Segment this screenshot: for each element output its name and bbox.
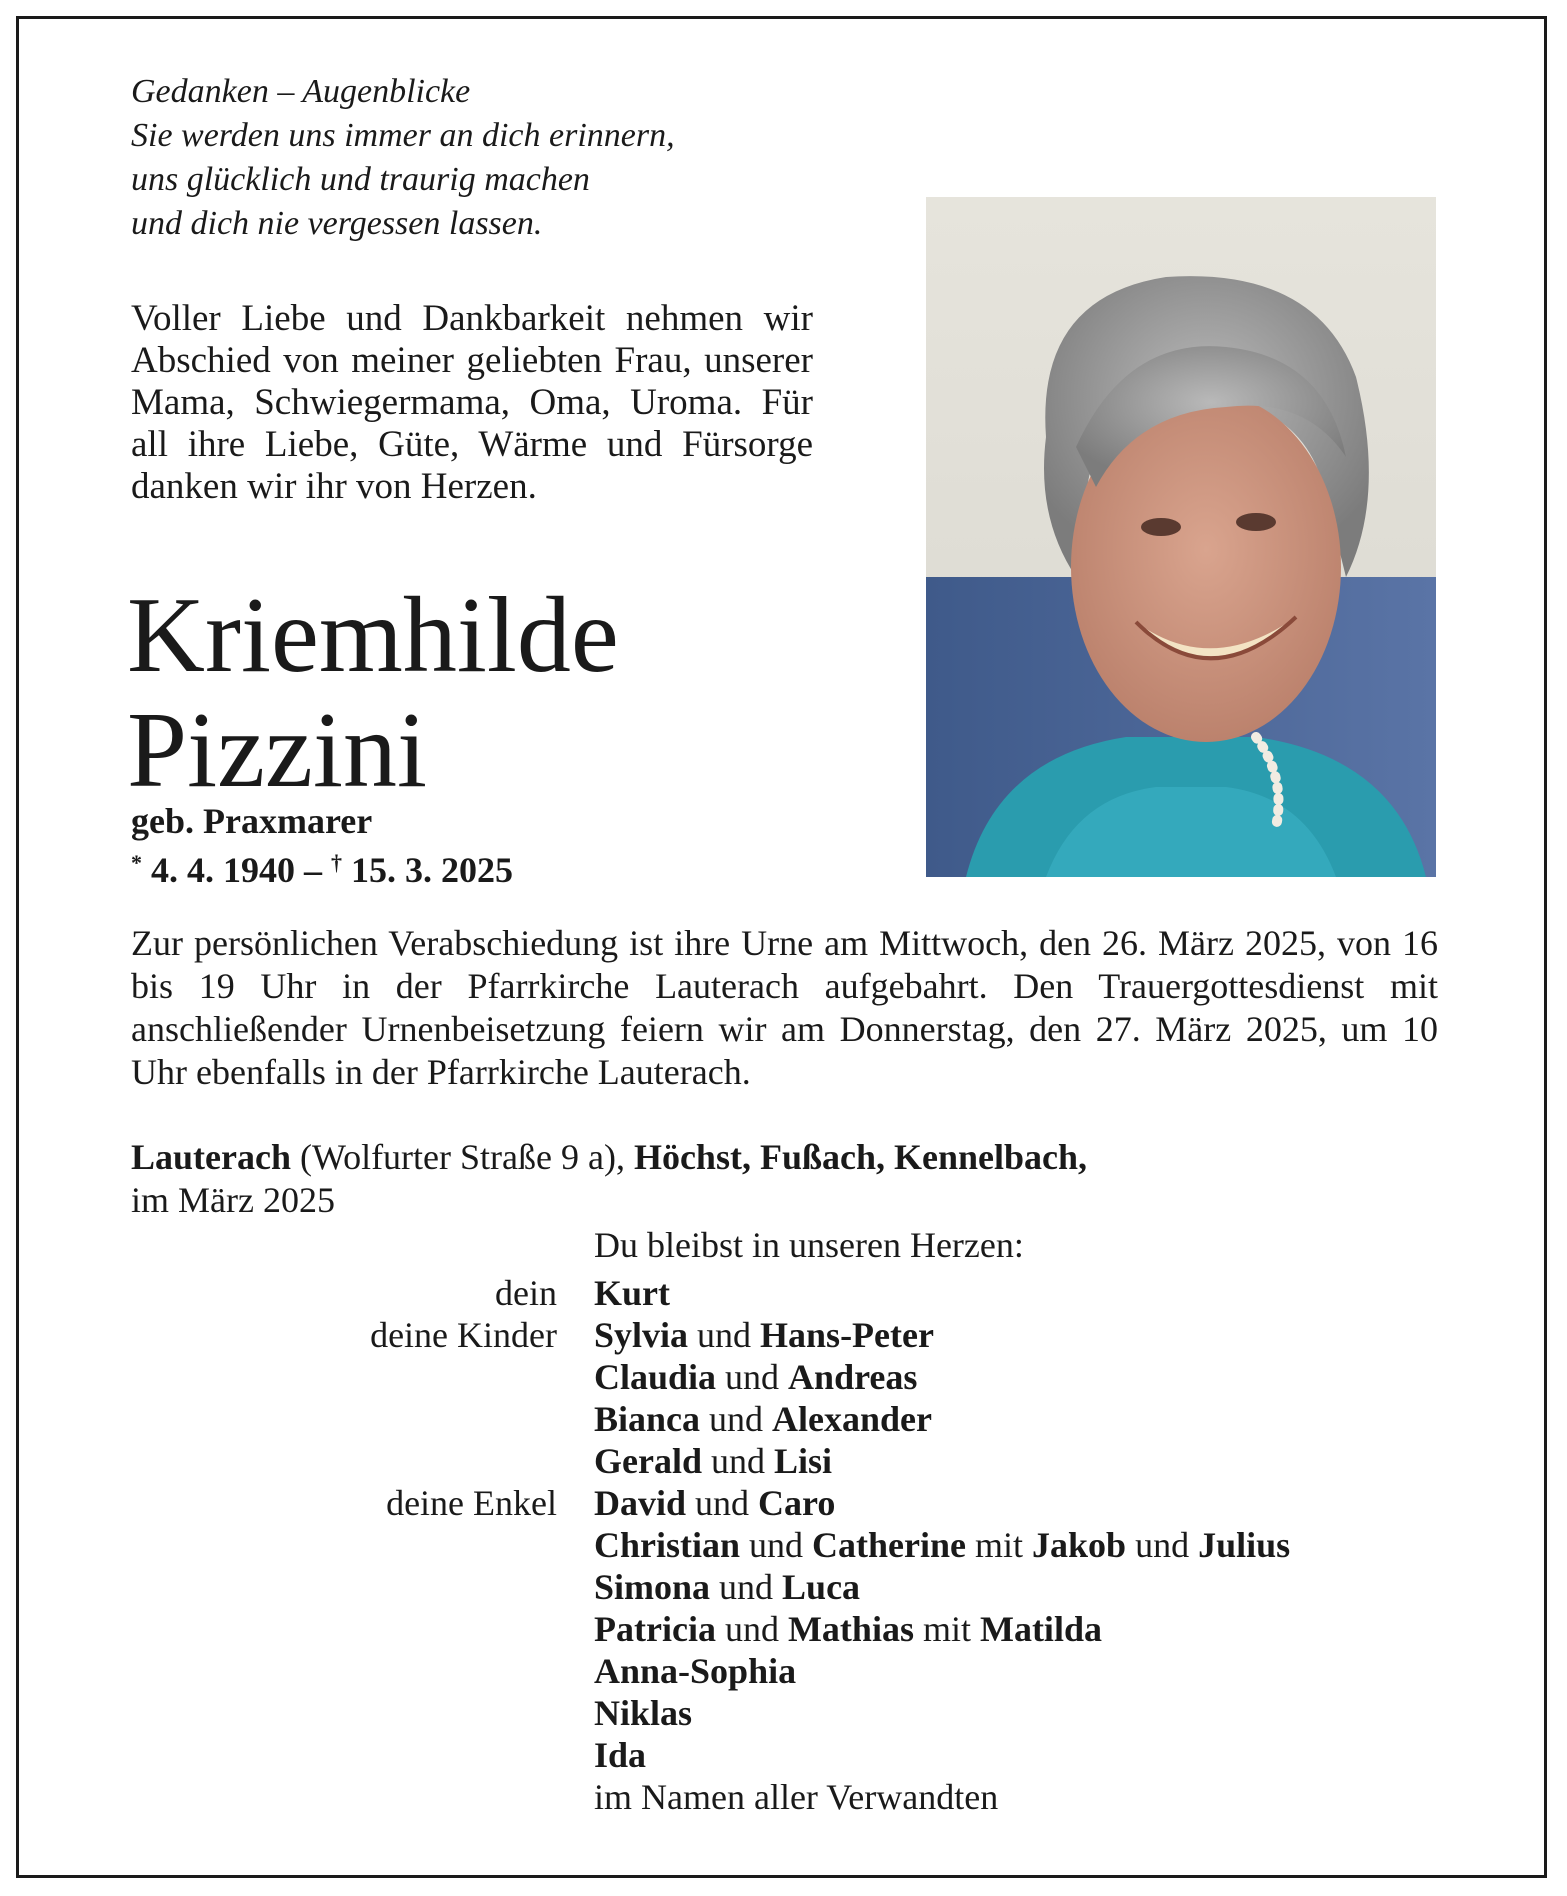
poem-line: und dich nie vergessen lassen. (131, 205, 543, 242)
list-item (0, 1524, 1567, 1566)
joiner: und (701, 1441, 774, 1481)
poem (131, 70, 675, 246)
death-date: 15. 3. 2025 (351, 850, 513, 890)
mourner-label: deine Enkel (386, 1483, 557, 1523)
joiner: und (740, 1525, 813, 1565)
list-item (0, 1356, 1567, 1398)
mourner-name: Caro (758, 1483, 836, 1523)
place-date: im März 2025 (131, 1180, 335, 1220)
intro-text: Voller Liebe und Dankbarkeit nehmen wir Abschied von meiner geliebten Frau, unserer Mama, Schwiegermama, Oma, Uroma. Für all ihre Liebe, Güte, Wärme und Fürsorge danken wir ihr von Herzen. (131, 298, 813, 507)
portrait-photo (926, 197, 1436, 877)
poem-line: uns glücklich und traurig machen (131, 161, 590, 198)
mourner-name: Bianca (594, 1399, 701, 1439)
mourner-name: Luca (782, 1567, 861, 1607)
mourners-list (0, 1272, 1567, 1776)
life-dates (131, 842, 513, 891)
joiner: mit (966, 1525, 1033, 1565)
mourner-name: Julius (1198, 1525, 1291, 1565)
joiner: und (688, 1315, 761, 1355)
poem-line: Sie werden uns immer an dich erinnern, (131, 117, 675, 154)
joiner: und (1126, 1525, 1199, 1565)
joiner: und (710, 1567, 783, 1607)
death-symbol: † (331, 850, 342, 875)
list-item (0, 1314, 1567, 1356)
mourner-name: Simona (594, 1567, 711, 1607)
birth-symbol: * (131, 850, 142, 875)
mourner-name: David (594, 1483, 687, 1523)
mourner-name: Matilda (979, 1609, 1102, 1649)
first-name: Kriemhilde (127, 576, 619, 695)
closing-line: im Namen aller Verwandten (594, 1777, 999, 1817)
list-item (0, 1440, 1567, 1482)
mourner-name: Anna-Sophia (594, 1651, 797, 1691)
mourner-name: Alexander (772, 1399, 932, 1439)
places (131, 1136, 1087, 1222)
list-item (0, 1734, 1567, 1776)
heart-line: Du bleibst in unseren Herzen: (594, 1225, 1024, 1265)
joiner: und (716, 1357, 789, 1397)
mourner-name: Catherine (812, 1525, 966, 1565)
joiner: mit (913, 1609, 980, 1649)
list-item (0, 1650, 1567, 1692)
mourner-name: Hans-Peter (760, 1315, 934, 1355)
deceased-name (127, 578, 619, 808)
mourner-label: deine Kinder (370, 1315, 557, 1355)
list-item (0, 1272, 1567, 1314)
list-item (0, 1692, 1567, 1734)
list-item (0, 1398, 1567, 1440)
list-item (0, 1608, 1567, 1650)
mourner-name: Mathias (787, 1609, 914, 1649)
ceremony-text: Zur persönlichen Verabschiedung ist ihre Urne am Mittwoch, den 26. März 2025, von 16 bis 19 Uhr in der Pfarrkirche Lauterach aufgebahrt. Den Trauergottesdienst mit anschließender Urnenbeisetzung feiern wir am Donnerstag, den 27. März 2025, um 10 Uhr ebenfalls in der Pfarrkirche Lauterach. (131, 923, 1438, 1092)
joiner: und (700, 1399, 773, 1439)
list-item (0, 1482, 1567, 1524)
list-item (0, 1566, 1567, 1608)
mourner-name: Jakob (1032, 1525, 1127, 1565)
other-towns: Höchst, Fußach, Kennelbach, (633, 1137, 1088, 1177)
mourner-name: Lisi (773, 1441, 833, 1481)
mourner-name: Christian (594, 1525, 741, 1565)
mourner-label: dein (495, 1273, 557, 1313)
mourner-name: Andreas (788, 1357, 918, 1397)
maiden-name: geb. Praxmarer (131, 801, 373, 841)
last-name: Pizzini (127, 691, 427, 810)
poem-line: Gedanken – Augenblicke (131, 73, 471, 110)
mourner-name: Gerald (594, 1441, 702, 1481)
address: (Wolfurter Straße 9 a), (290, 1137, 634, 1177)
mourner-name: Ida (594, 1735, 647, 1775)
mourner-name: Kurt (594, 1273, 670, 1313)
mourner-name: Niklas (594, 1693, 693, 1733)
birth-date: 4. 4. 1940 (151, 850, 295, 890)
mourner-name: Patricia (594, 1609, 716, 1649)
mourner-name: Claudia (594, 1357, 717, 1397)
town: Lauterach (131, 1137, 291, 1177)
joiner: und (715, 1609, 788, 1649)
date-dash: – (295, 850, 331, 890)
mourner-name: Sylvia (594, 1315, 689, 1355)
joiner: und (686, 1483, 759, 1523)
